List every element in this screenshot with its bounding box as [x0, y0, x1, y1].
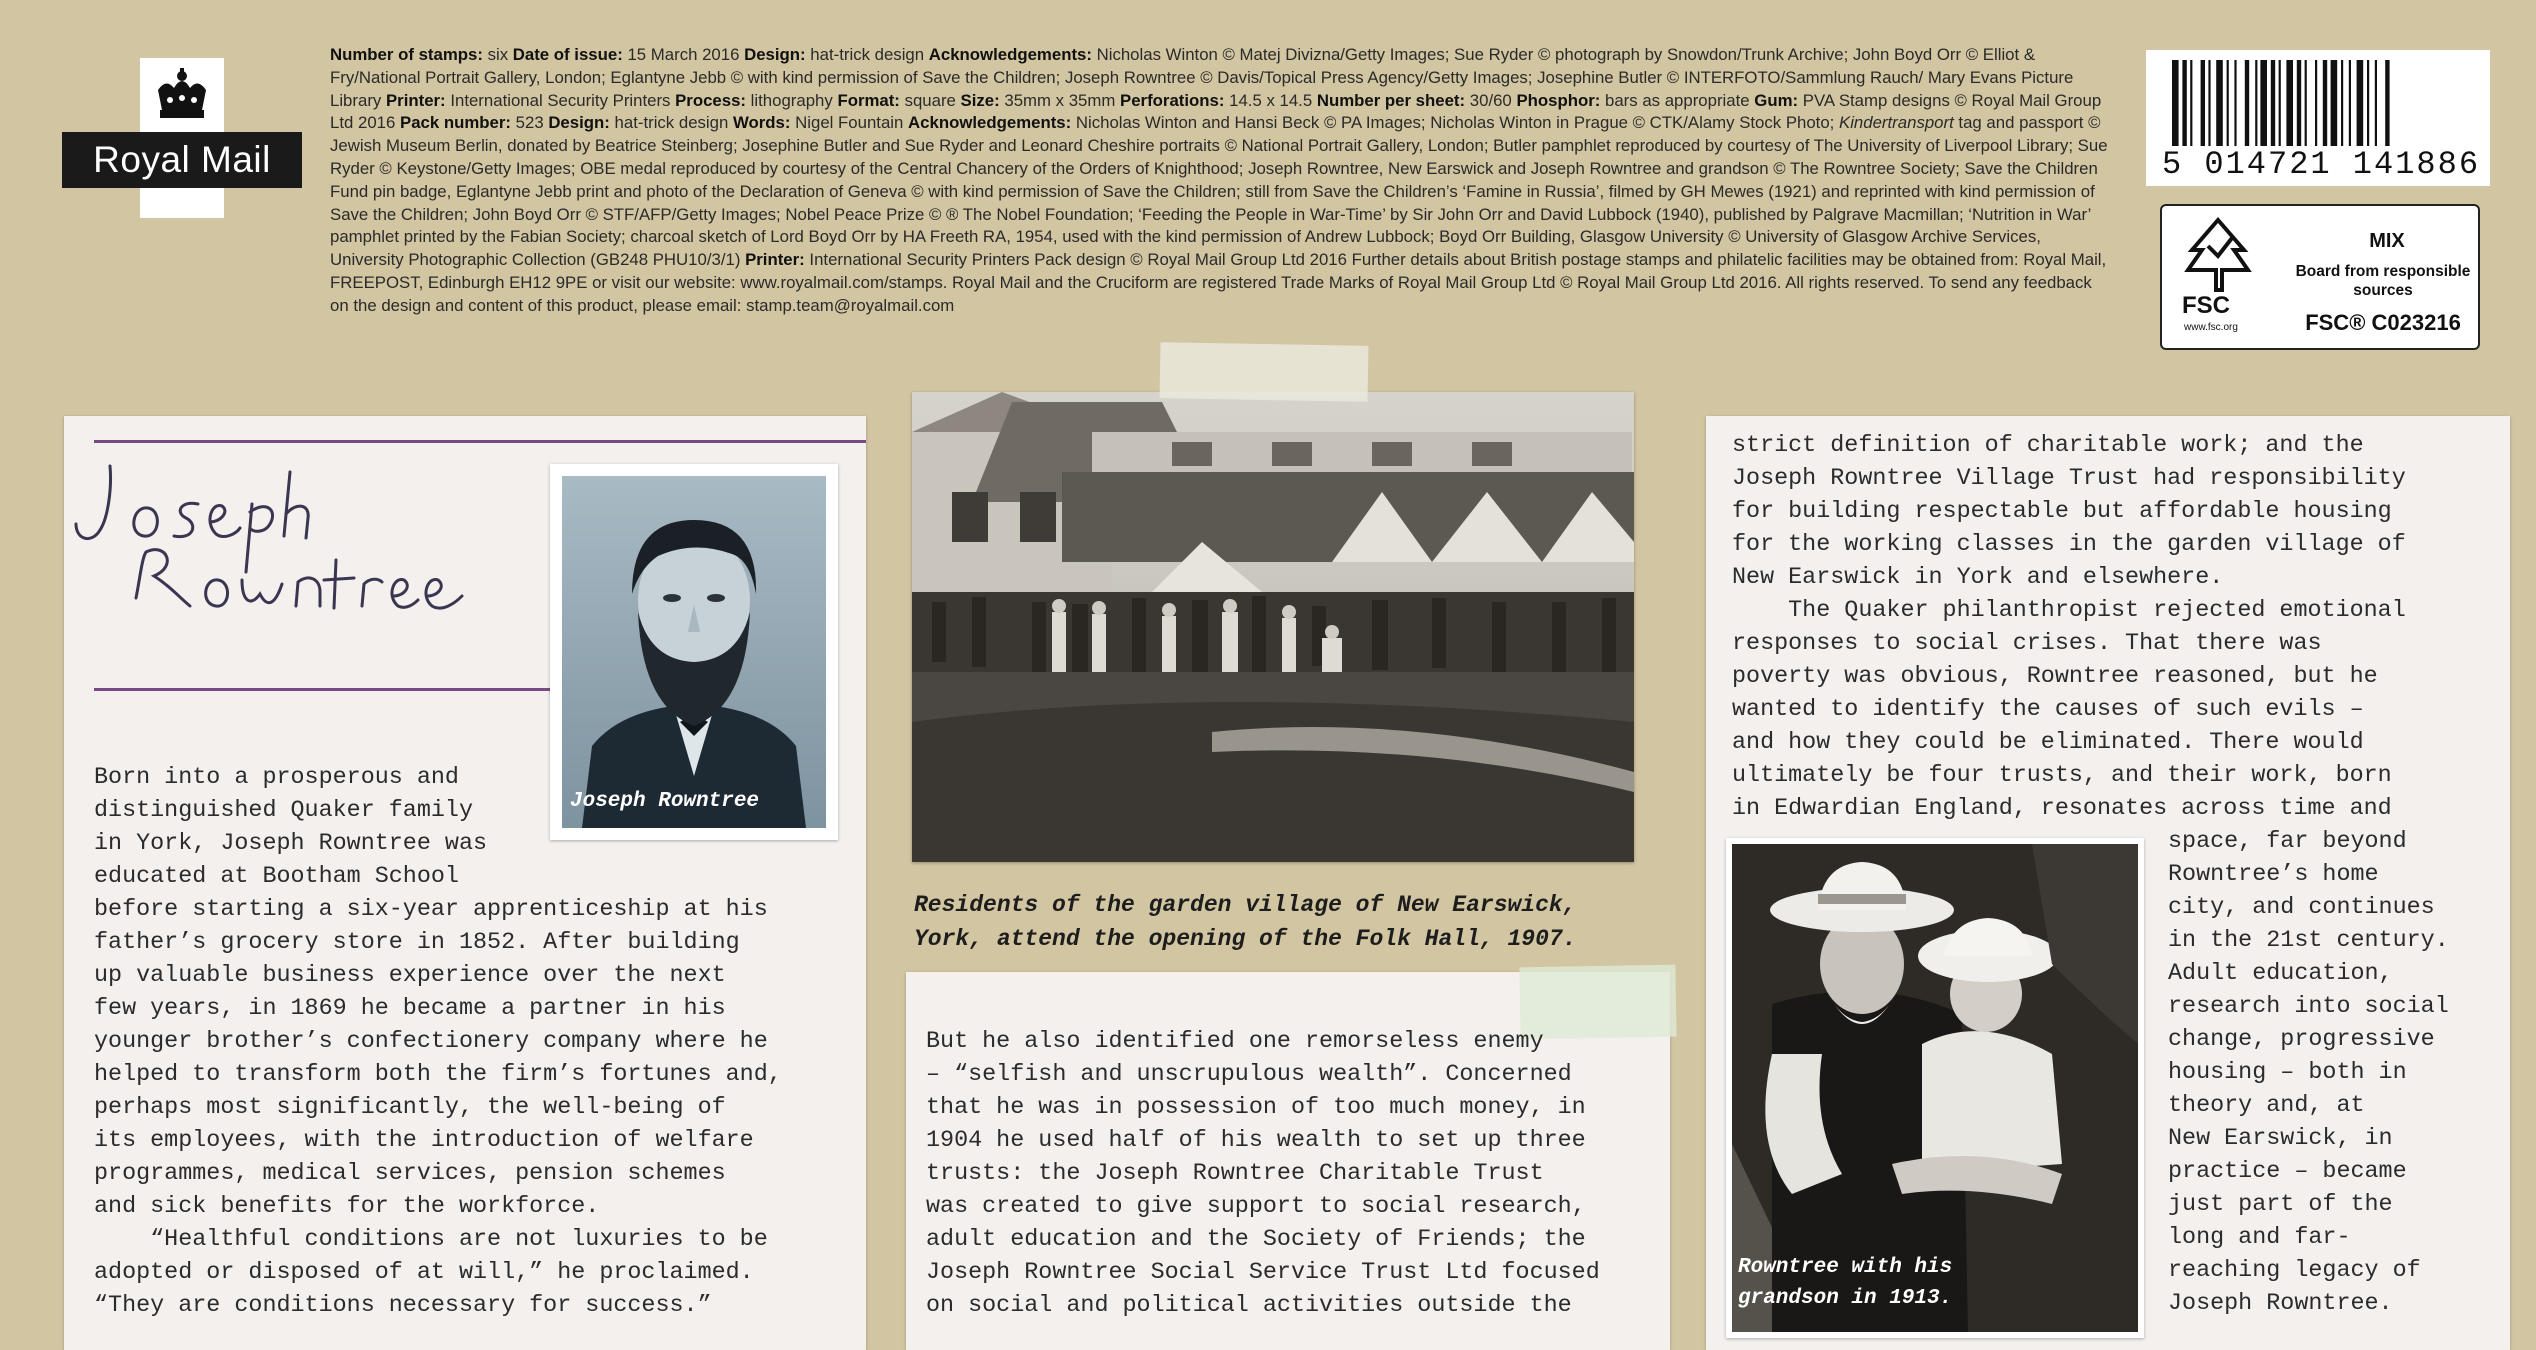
barcode-bar: [2182, 60, 2186, 146]
barcode-bar: [2245, 60, 2249, 146]
fsc-code: FSC® C023216: [2305, 310, 2461, 335]
fsc-label-box: [2160, 204, 2480, 350]
barcode-bar: [2375, 60, 2377, 146]
right-side-text: space, far beyond Rowntree’s home city, and continues in the 21st century. Adult education, research into social change, progressive housing – both in theory and, at New Earswick, in practice – became just part of the long and far- reaching legacy of Joseph Rowntree.: [2168, 829, 2449, 1317]
divider-mid: [94, 688, 560, 691]
barcode-bar: [2279, 60, 2281, 146]
barcode-bar: [2201, 60, 2205, 146]
barcode-digits: 5 014721 141886: [2161, 146, 2481, 183]
folk-hall-caption: Residents of the garden village of New Earswick, York, attend the opening of the Folk Hall, 1907.: [914, 892, 1577, 952]
fsc-mix: MIX: [2369, 230, 2405, 252]
barcode-bar: [2208, 60, 2210, 146]
barcode-bar: [2297, 60, 2301, 146]
portrait-caption: Joseph Rowntree: [570, 790, 760, 813]
tape-strip: [1160, 342, 1369, 402]
fsc-url: www.fsc.org: [2184, 322, 2238, 333]
right-body-text: strict definition of charitable work; and the Joseph Rowntree Village Trust had responsibility for building respectable but affordable housing for the working classes in the garden village of New Earswick in York and elsewhere. The Quaker philanthropist rejected emotional responses to social crises. That there was poverty was obvious, Rowntree reasoned, but he wanted to identify the causes of such evils – and how they could be eliminated. There would ultimately be four trusts, and their work, born in Edwardian England, resonates across time and: [1732, 433, 2406, 822]
barcode-bar: [2227, 60, 2229, 146]
barcode-bars: [2168, 60, 2468, 146]
grandson-photo: [1726, 838, 2144, 1338]
barcode-bar: [2190, 60, 2192, 146]
folk-hall-photo: [912, 392, 1634, 862]
barcode-bar: [2172, 60, 2179, 146]
barcode-bar: [2349, 60, 2351, 146]
barcode-bar: [2255, 60, 2257, 146]
barcode-bar: [2357, 60, 2364, 146]
royal-mail-logo: [62, 58, 302, 218]
barcode-bar: [2385, 60, 2389, 146]
divider-top: [94, 440, 866, 443]
grandson-caption: Rowntree with his grandson in 1913.: [1738, 1256, 1953, 1310]
fsc-board: Board from responsible sources: [2295, 263, 2471, 299]
barcode-bar: [2271, 60, 2275, 146]
folk-hall-image: [912, 392, 1634, 862]
barcode-bar: [2234, 60, 2236, 146]
barcode-bar: [2331, 60, 2338, 146]
barcode-bar: [2315, 60, 2317, 146]
brand-name: Royal Mail: [62, 132, 302, 188]
crown-icon: [152, 64, 212, 124]
barcode-bar: [2286, 60, 2293, 146]
barcode: [2146, 50, 2490, 186]
handwritten-signature: [70, 448, 570, 648]
credits-text: Number of stamps: six Date of issue: 15 March 2016 Design: hat-trick design Acknowledgements: Nicholas Winton © Matej Divizna/Getty Images; Sue Ryder © photograph by Snowdon/Trunk Archive; John Boyd Orr © Elliot & Fry/National Portrait Gallery, London; Eglantyne Jebb © with kind permission of Save the Children; Joseph Rowntree © Davis/Topical Press Agency/Getty Images; Josephine Butler © INTERFOTO/Sammlung Rauch/ Mary Evans Picture Library Printer: International Security Printers Process: lithography Format: square Size: 35mm x 35mm Perforations: 14.5 x 14.5 Number per sheet: 30/60 Phosphor: bars as appropriate Gum: PVA Stamp designs © Royal Mail Group Ltd 2016 Pack number: 523 Design: hat-trick design Words: Nigel Fountain Acknowledgements: Nicholas Winton and Hansi Beck © PA Images; Nicholas Winton in Prague © CTK/Alamy Stock Photo; Kindertransport tag and passport © Jewish Museum Berlin, donated by Beatrice Steinberg; Josephine Butler and Sue Ryder and Leonard Cheshire portraits © National Portrait Gallery, London; Butler pamphlet reproduced by courtesy of The University of Liverpool Library; Sue Ryder © Keystone/Getty Images; OBE medal reproduced by courtesy of the Central Chancery of the Orders of Knighthood; Joseph Rowntree, New Earswick and Joseph Rowntree and grandson © The Rowntree Society; Save the Children Fund pin badge, Eglantyne Jebb print and photo of the Declaration of Geneva © with kind permission of Save the Children; still from Save the Children’s ‘Famine in Russia’, filmed by GH Mewes (1921) and reprinted with kind permission of Save the Children; John Boyd Orr © STF/AFP/Getty Images; Nobel Peace Prize © ® The Nobel Foundation; ‘Feeding the People in War-Time’ by Sir John Orr and David Lubbock (1940), published by Palgrave Macmillan; ‘Nutrition in War’ pamphlet printed by the Fabian Society; charcoal sketch of Lord Boyd Orr by HA Freeth RA, 1954, used with the kind permission of Andrew Lubbock; Boyd Orr Building, Glasgow University © University of Glasgow Archive Services, University Photographic Collection (GB248 PHU10/3/1) Printer: International Security Printers Pack design © Royal Mail Group Ltd 2016 Further details about British postage stamps and philatelic facilities may be obtained from: Royal Mail, FREEPOST, Edinburgh EH12 9PE or visit our website: www.royalmail.com/stamps. Royal Mail and the Cruciform are registered Trade Marks of Royal Mail Group Ltd © Royal Mail Group Ltd 2016. All rights reserved. To send any feedback on the design and content of this product, please email: stamp.team@royalmail.com: [330, 45, 2108, 315]
barcode-bar: [2323, 60, 2327, 146]
middle-body-text: But he also identified one remorseless enemy – “selfish and unscrupulous wealth”. Concerned that he was in possession of too much money, in 1904 he used half of his wealth to set up three trusts: the Joseph Rowntree Charitable Trust was created to give support to social research, adult education and the Society of Friends; the Joseph Rowntree Social Service Trust Ltd focused on social and political activities outside the: [926, 1029, 1600, 1319]
barcode-bar: [2260, 60, 2267, 146]
barcode-bar: [2305, 60, 2307, 146]
barcode-bar: [2367, 60, 2369, 146]
barcode-bar: [2216, 60, 2223, 146]
left-body-text: Born into a prosperous and distinguished Quaker family in York, Joseph Rowntree was educated at Bootham School before starting a six-year apprenticeship at his father’s grocery store in 1852. After building up valuable business experience over the next few years, in 1869 he became a partner in his younger brother’s confectionery company where he helped to transform both the firm’s fortunes and, perhaps most significantly, the well-being of its employees, with the introduction of welfare programmes, medical services, pension schemes and sick benefits for the workforce. “Healthful conditions are not luxuries to be adopted or disposed of at will,” he proclaimed. “They are conditions necessary for success.”: [94, 765, 782, 1319]
barcode-bar: [2341, 60, 2343, 146]
fsc-label: FSC: [2182, 292, 2230, 319]
fsc-tree-icon: [2178, 216, 2258, 296]
